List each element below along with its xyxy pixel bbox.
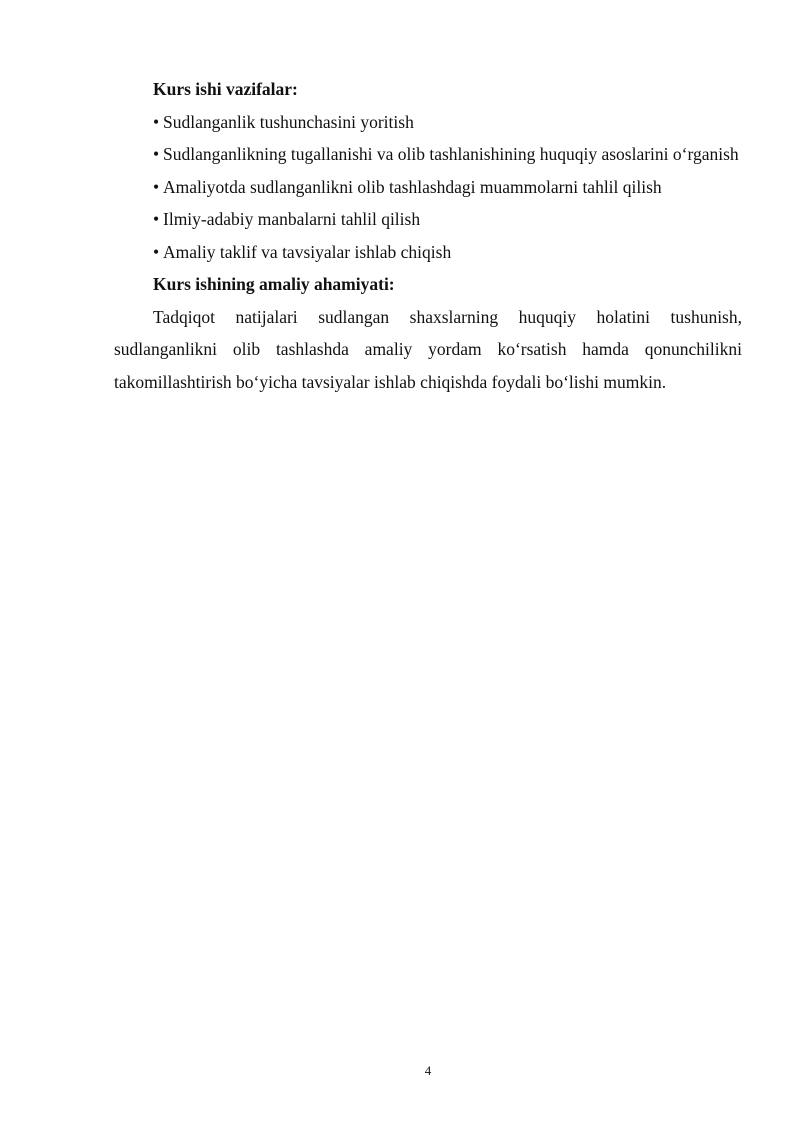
page-number: 4 <box>424 1063 432 1078</box>
task-item-text: Amaliyotda sudlanganlikni olib tashlashdagi muammolarni tahlil qilish <box>163 176 662 197</box>
bullet-icon: • <box>153 209 160 229</box>
task-item-3 <box>114 171 742 204</box>
task-item-text: Amaliy taklif va tavsiyalar ishlab chiqish <box>163 241 452 262</box>
task-item-1 <box>114 106 742 139</box>
task-item-text: Sudlanganlik tushunchasini yoritish <box>163 111 414 132</box>
significance-heading: Kurs ishining amaliy ahamiyati: <box>153 274 395 294</box>
task-item-2 <box>114 138 742 171</box>
bullet-icon: • <box>153 111 160 132</box>
bullet-icon: • <box>153 241 160 262</box>
significance-paragraph: Tadqiqot natijalari sudlangan shaxslarning huquqiy holatini tushunish, sudlanganlikni olib tashlashda amaliy yordam ko‘rsatish hamda qonunchilikni takomillashtirish bo‘yicha tavsiyalar ishlab chiqishda foydali bo‘lishi mumkin. <box>114 306 742 392</box>
task-item-5 <box>114 236 742 269</box>
task-item-text: Ilmiy-adabiy manbalarni tahlil qilish <box>163 209 421 229</box>
page-content <box>114 73 742 398</box>
tasks-heading: Kurs ishi vazifalar: <box>153 79 298 99</box>
bullet-icon: • <box>153 144 160 164</box>
bullet-icon: • <box>153 176 160 197</box>
task-item-text: Sudlanganlikning tugallanishi va olib tashlanishining huquqiy asoslarini o‘rganish <box>163 144 739 164</box>
task-item-4 <box>114 203 742 236</box>
